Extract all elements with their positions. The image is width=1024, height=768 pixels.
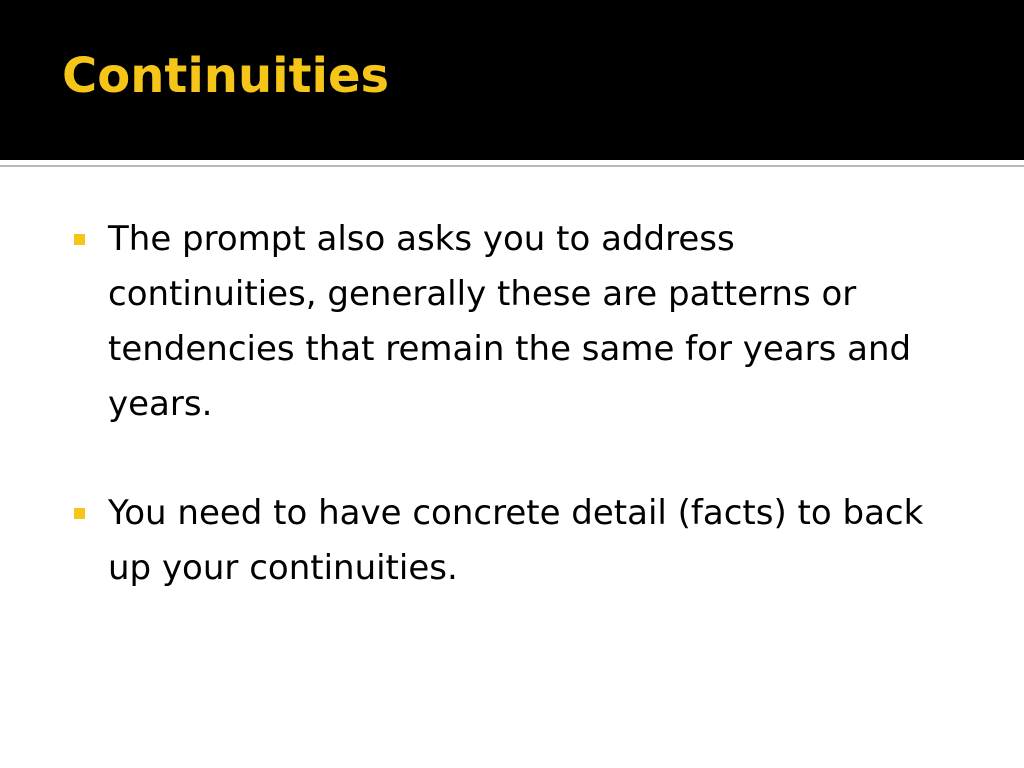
bullet-item — [72, 486, 952, 596]
title-divider — [0, 160, 1024, 167]
square-bullet-icon — [74, 234, 85, 245]
square-bullet-icon — [74, 508, 85, 519]
bullet-list — [72, 212, 952, 650]
bullet-item — [72, 212, 952, 432]
bullet-text: You need to have concrete detail (facts) to back up your continuities. — [108, 493, 924, 588]
slide-title: Continuities — [62, 48, 390, 104]
title-bar — [0, 0, 1024, 160]
bullet-text: The prompt also asks you to address continuities, generally these are patterns or tendencies that remain the same for years and years. — [108, 219, 912, 424]
